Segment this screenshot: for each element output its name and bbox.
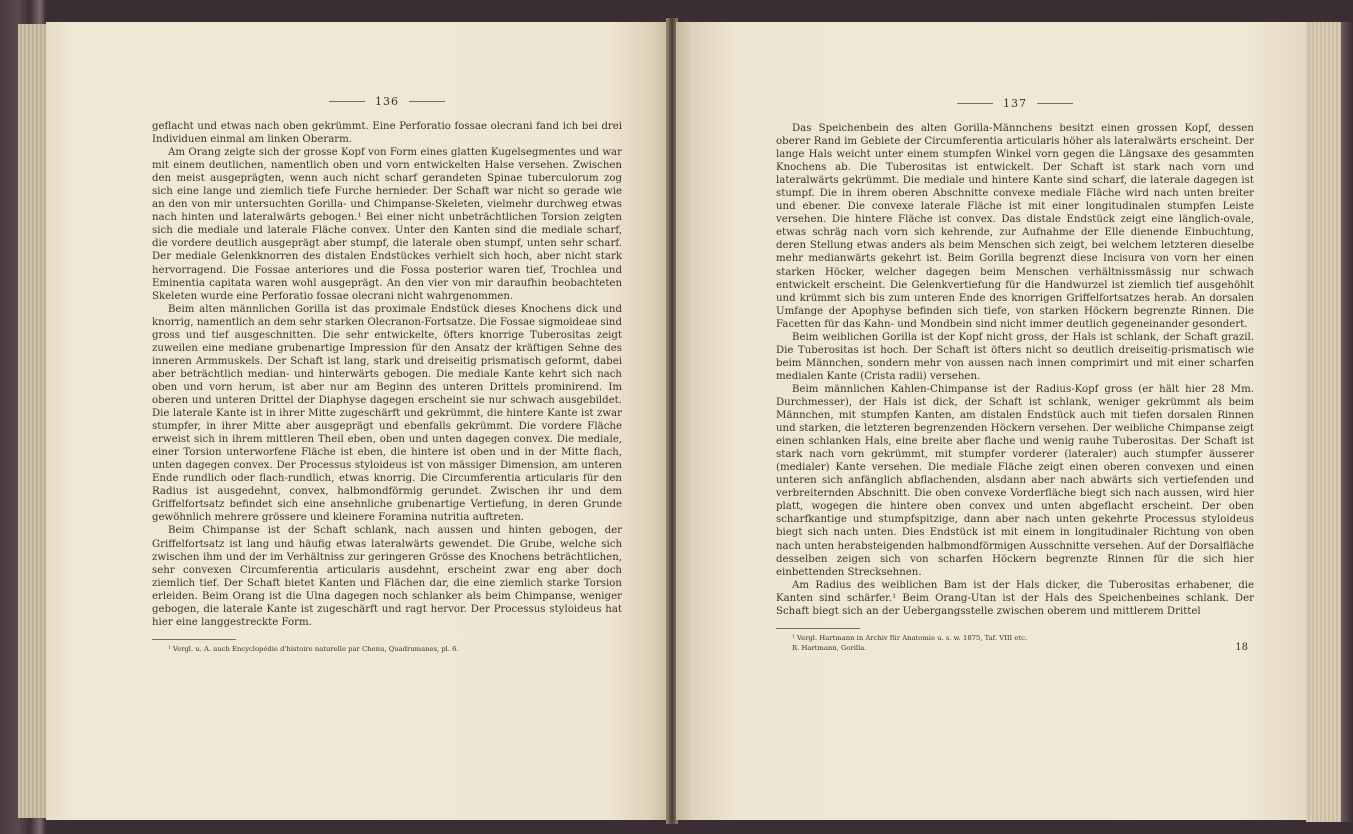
paragraph: Beim alten männlichen Gorilla ist das proximale Endstück dieses Knochens dick und knorrig, namentlich an dem sehr starken Olecranon-Fortsatze. Die Fossae sigmoideae sind gross und tief ausgeschnitten. Die sehr entwickelte, öfters knorrige Tuberositas zeigt zuweilen eine mediane grubenartige Impression für den Ansatz der kräftigen Sehne des inneren Armmuskels. Der Schaft ist lang, stark und dreiseitig prismatisch geformt, dabei aber beträchtlich median- und hinterwärts gebogen. Die mediale Kante kehrt sich nach oben und vorn herum, ist aber nur am Beginn des unteren Drittels prominirend. Im oberen und unteren Drittel der Diaphyse dagegen erscheint sie nur schwach ausgebildet. Die laterale Kante ist in ihrer Mitte zugeschärft und gekrümmt, die hintere Kante ist zwar stumpfer, in ihrer Mitte aber ausgeprägt und ebenfalls gekrümmt. Die vordere Fläche erweist sich in ihrem mittleren Theil eben, oben und unten dagegen convex. Die mediale, einer Torsion unterworfene Fläche ist eben, die hintere ist oben und in der Mitte flach, unten dagegen convex. Der Processus styloideus ist von mässiger Dimension, am unteren Ende rundlich oder flach-rundlich, etwas knorrig. Die Circumferentia articularis für den Radius ist ausgedehnt, convex, halbmondförmig gerundet. Zwischen ihr und dem Griffelfortsatz befindet sich eine ansehnliche grubenartige Vertiefung, in deren Grunde gewöhnlich mehrere grössere und kleinere Foramina nutritia auftreten. (152, 303, 622, 524)
footnote-rule (776, 628, 860, 629)
paragraph: Beim Chimpanse ist der Schaft schlank, nach aussen und hinten gebogen, der Griffelfortsatz ist lang und häufig etwas lateralwärts gewendet. Die Grube, welche sich zwischen ihm und der im Verhältniss zur geringeren Grösse des Knochens beträchtlichen, sehr convexen Circumferentia articularis ausdehnt, erscheint zwar eng aber doch ziemlich tief. Der Schaft bietet Kanten und Flächen dar, die eine ziemlich starke Torsion erleiden. Beim Orang ist die Ulna dagegen noch schlanker als beim Chimpanse, weniger gebogen, die laterale Kante ist zugeschärft und ragt hervor. Der Processus styloideus hat hier eine langgestreckte Form. (152, 525, 622, 628)
footnote-rule (152, 639, 236, 640)
left-page-header (152, 94, 622, 108)
right-footnote: ¹ Vergl. Hartmann in Archiv für Anatomie u. s. w. 1875, Taf. VIII etc. (792, 633, 1028, 642)
header-rule (409, 101, 445, 102)
header-rule (957, 103, 993, 104)
paragraph: Das Speichenbein des alten Gorilla-Männchens besitzt einen grossen Kopf, dessen oberer Rand im Gebiete der Circumferentia articularis höher als lateralwärts erscheint. Der lange Hals weicht unter einem stumpfen Winkel vorn gegen die Längsaxe des gesammten Knochens ab. Die Tuberositas ist entwickelt. Der Schaft ist stark nach vorn und lateralwärts gekrümmt. Die mediale und hintere Kante sind scharf, die laterale dagegen ist stumpf. Die in ihrem oberen Abschnitte convexe mediale Fläche wird nach unten breiter und ebener. Die convexe laterale Fläche ist mit einer longitudinalen stumpfen Leiste versehen. Die hintere Fläche ist convex. Das distale Endstück zeigt eine länglich-ovale, etwas schräg nach vorn sich kehrende, zur Aufnahme der Elle dienende Einbuchtung, deren Stellung etwas anders als beim Menschen sich zeigt, bei welchem letzteren dieselbe mehr medianwärts gekehrt ist. Beim Gorilla begrenzt diese Incisura von vorn her einen starken Höcker, welcher dagegen beim Menschen verhältnissmässig nur schwach entwickelt erscheint. Die Gelenkvertiefung für die Handwurzel ist ziemlich tief ausgehöhlt und krümmt sich bis zum unteren Ende des knorrigen Griffelfortsatzes herab. An dorsalen Umfange der Apophyse befinden sich tiefe, von starken Höckern begrenzte Rinnen. Die Facetten für das Kahn- und Mondbein sind nicht immer deutlich gegeneinander gesondert. (776, 123, 1254, 330)
header-rule (1037, 103, 1073, 104)
right-page-body (776, 122, 1254, 618)
right-page (676, 22, 1306, 820)
right-page-number: 137 (1003, 96, 1027, 110)
paragraph: Am Radius des weiblichen Bam ist der Hals dicker, die Tuberositas erhabener, die Kanten sind schärfer.¹ Beim Orang-Utan ist der Hals des Speichenbeines schlank. Der Schaft biegt sich an der Uebergangsstelle zwischen oberem und mittlerem Drittel (776, 579, 1254, 617)
header-rule (329, 101, 365, 102)
paragraph: Beim männlichen Kahlen-Chimpanse ist der Radius-Kopf gross (er hält hier 28 Mm. Durchmesser), der Hals ist dick, der Schaft ist schlank, weniger gekrümmt als beim Männchen, mit stumpfen Kanten, am distalen Endstück auch mit tiefen dorsalen Rinnen und starken, die letzteren begrenzenden Höckern versehen. Der weibliche Chimpanse zeigt einen schlanken Hals, eine breite aber flache und wenig rauhe Tuberositas. Der Schaft ist stark nach vorn gekrümmt, mit stumpfer vorderer (lateraler) auch stumpfer äusserer (medialer) Kante versehen. Die mediale Fläche zeigt einen oberen convexen und einen unteren sich anfänglich abflachenden, alsdann aber nach abwärts sich vertiefenden und verbreiternden Abschnitt. Die oben convexe Vorderfläche biegt sich nach aussen, wird hier platt, wogegen die hintere oben convex und unten abgeflacht erscheint. Der oben scharfkantige und stumpfspitzige, dann aber nach unten gekehrte Processus styloideus biegt sich nach unten. Dies Endstück ist mit einem in longitudinaler Richtung von oben nach unten herabsteigenden halbmondförmigen Ausschnitte versehen. Auf der Dorsalfläche desselben zeigen sich von scharfen Höckern begrenzte Rinnen für die sich hier einbettenden Strecksehnen. (776, 383, 1254, 578)
paragraph: geflacht und etwas nach oben gekrümmt. Eine Perforatio fossae olecrani fand ich bei drei Individuen einmal am linken Oberarm. (152, 121, 622, 146)
left-page (46, 22, 668, 820)
left-footnote: ¹ Vergl. u. A. auch Encyclopédie d'histoire naturelle par Chenu, Quadrumanes, pl. 6. (168, 644, 459, 653)
signature-line (776, 643, 1254, 653)
paragraph: Beim weiblichen Gorilla ist der Kopf nicht gross, der Hals ist schlank, der Schaft grazil. Die Tuberositas ist hoch. Der Schaft ist öfters nicht so deutlich dreiseitig-prismatisch wie beim Männchen, sondern mehr von aussen nach innen comprimirt und mit einer scharfen medialen Kante (Crista radii) versehen. (776, 331, 1254, 382)
left-page-number: 136 (375, 94, 399, 108)
left-page-body (152, 120, 622, 629)
left-page-edges (18, 24, 46, 818)
signature-mark: R. Hartmann, Gorilla. (792, 643, 867, 652)
sheet-number: 18 (1235, 641, 1248, 653)
right-page-header (776, 96, 1254, 110)
right-page-edges (1306, 22, 1353, 822)
paragraph: Am Orang zeigte sich der grosse Kopf von Form eines glatten Kugelsegmentes und war mit einem deutlichen, namentlich oben und vorn entwickelten Halse versehen. Zwischen den meist ausgeprägten, wenn auch nicht scharf gerandeten Spinae tuberculorum zog sich eine lange und ziemlich tiefe Furche hernieder. Der Schaft war nicht so gerade wie an den von mir untersuchten Gorilla- und Chimpanse-Skeleten, vielmehr durchweg etwas nach hinten und lateralwärts gebogen.¹ Bei einer nicht unbeträchtlichen Torsion zeigten sich die mediale und laterale Fläche convex. Unter den Kanten sind die mediale scharf, die vordere deutlich ausgeprägt aber stumpf, die laterale oben stumpf, unten sehr scharf. Der mediale Gelenkknorren des distalen Endstückes verhielt sich hoch, aber nicht stark hervorragend. Die Fossae anteriores und die Fossa posterior waren tief, Trochlea und Eminentia capitata waren wohl ausgeprägt. An den vier von mir daraufhin beobachteten Skeleten wurde eine Perforatio fossae olecrani nicht wahrgenommen. (152, 147, 622, 302)
